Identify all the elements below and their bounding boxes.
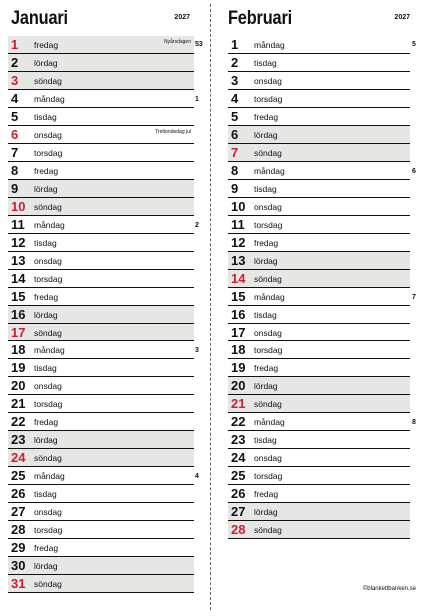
day-number: 3 bbox=[231, 72, 239, 88]
day-row bbox=[8, 234, 194, 252]
day-row bbox=[8, 144, 194, 162]
day-number: 24 bbox=[11, 450, 26, 466]
day-row bbox=[228, 395, 410, 413]
day-list bbox=[228, 36, 410, 539]
weekday-name: söndag bbox=[34, 579, 62, 590]
day-number: 20 bbox=[11, 378, 26, 394]
weekday-name: fredag bbox=[254, 363, 279, 374]
week-number: 3 bbox=[195, 347, 199, 355]
day-row bbox=[228, 180, 410, 198]
weekday-name: fredag bbox=[34, 543, 59, 554]
day-row bbox=[8, 288, 194, 306]
weekday-name: onsdag bbox=[254, 75, 282, 86]
day-row bbox=[8, 72, 194, 90]
day-row bbox=[8, 252, 194, 270]
weekday-name: onsdag bbox=[34, 129, 62, 140]
weekday-name: torsdag bbox=[34, 147, 63, 158]
day-number: 22 bbox=[231, 414, 246, 430]
weekday-name: tisdag bbox=[254, 435, 277, 446]
weekday-name: fredag bbox=[254, 489, 279, 500]
day-number: 28 bbox=[11, 522, 26, 538]
weekday-name: onsdag bbox=[34, 381, 62, 392]
day-number: 19 bbox=[11, 360, 26, 376]
weekday-name: måndag bbox=[34, 93, 65, 104]
weekday-name: lördag bbox=[34, 183, 58, 194]
day-row bbox=[228, 126, 410, 144]
day-row bbox=[8, 557, 194, 575]
day-row bbox=[8, 36, 194, 54]
day-number: 13 bbox=[231, 252, 246, 268]
day-row bbox=[228, 162, 410, 180]
day-row bbox=[228, 252, 410, 270]
day-number: 16 bbox=[11, 306, 26, 322]
day-row bbox=[8, 126, 194, 144]
day-row bbox=[8, 413, 194, 431]
weekday-name: söndag bbox=[254, 273, 282, 284]
weekday-name: lördag bbox=[254, 129, 278, 140]
day-row bbox=[8, 449, 194, 467]
day-number: 23 bbox=[231, 432, 246, 448]
weekday-name: torsdag bbox=[34, 525, 63, 536]
weekday-name: måndag bbox=[34, 345, 65, 356]
day-number: 7 bbox=[231, 144, 239, 160]
weekday-name: söndag bbox=[34, 201, 62, 212]
day-row bbox=[228, 36, 410, 54]
day-row bbox=[8, 324, 194, 342]
weekday-name: fredag bbox=[34, 417, 59, 428]
day-number: 1 bbox=[231, 37, 239, 52]
month-year: 2027 bbox=[394, 14, 410, 21]
day-row bbox=[228, 503, 410, 521]
weekday-name: söndag bbox=[34, 453, 62, 464]
weekday-name: fredag bbox=[34, 40, 59, 50]
weekday-name: söndag bbox=[254, 147, 282, 158]
day-number: 27 bbox=[231, 504, 246, 520]
day-row bbox=[8, 575, 194, 593]
day-row bbox=[228, 288, 410, 306]
day-number: 11 bbox=[11, 216, 25, 232]
weekday-name: tisdag bbox=[34, 237, 57, 248]
holiday-label: Nyårsdagen bbox=[164, 39, 191, 45]
day-row bbox=[228, 72, 410, 90]
weekday-name: onsdag bbox=[34, 507, 62, 518]
day-number: 4 bbox=[11, 90, 19, 106]
footer-credit: ©blankettbanken.se bbox=[362, 586, 416, 592]
day-row bbox=[228, 521, 410, 539]
weekday-name: torsdag bbox=[254, 93, 283, 104]
day-number: 29 bbox=[11, 540, 26, 556]
day-row bbox=[8, 90, 194, 108]
week-number: 2 bbox=[195, 221, 199, 229]
weekday-name: onsdag bbox=[34, 255, 62, 266]
day-row bbox=[8, 180, 194, 198]
day-number: 11 bbox=[231, 216, 245, 232]
day-row bbox=[8, 54, 194, 72]
weekday-name: torsdag bbox=[254, 471, 283, 482]
day-number: 17 bbox=[11, 324, 26, 340]
weekday-name: lördag bbox=[34, 561, 58, 572]
day-row bbox=[228, 449, 410, 467]
weekday-name: fredag bbox=[254, 111, 279, 122]
day-number: 28 bbox=[231, 522, 246, 538]
day-number: 1 bbox=[11, 37, 19, 52]
day-number: 26 bbox=[231, 486, 246, 502]
month-title: Januari bbox=[11, 8, 68, 29]
weekday-name: lördag bbox=[34, 309, 58, 320]
weekday-name: tisdag bbox=[34, 489, 57, 500]
day-row bbox=[228, 198, 410, 216]
day-number: 26 bbox=[11, 486, 26, 502]
day-number: 15 bbox=[11, 288, 26, 304]
day-number: 10 bbox=[231, 198, 246, 214]
day-row bbox=[228, 359, 410, 377]
day-number: 16 bbox=[231, 306, 246, 322]
day-number: 31 bbox=[11, 576, 26, 592]
day-row bbox=[8, 539, 194, 557]
day-row bbox=[228, 108, 410, 126]
day-number: 5 bbox=[11, 108, 19, 124]
week-number: 8 bbox=[412, 419, 416, 427]
day-row bbox=[228, 216, 410, 234]
weekday-name: måndag bbox=[254, 40, 285, 50]
day-row bbox=[228, 324, 410, 342]
day-row bbox=[228, 341, 410, 359]
week-number: 6 bbox=[412, 167, 416, 175]
day-row bbox=[228, 413, 410, 431]
day-number: 6 bbox=[231, 126, 239, 142]
day-number: 21 bbox=[231, 396, 246, 412]
weekday-name: måndag bbox=[34, 219, 65, 230]
day-number: 18 bbox=[231, 342, 246, 358]
day-number: 3 bbox=[11, 72, 19, 88]
day-row bbox=[8, 306, 194, 324]
day-number: 5 bbox=[231, 108, 239, 124]
day-row bbox=[228, 431, 410, 449]
weekday-name: torsdag bbox=[254, 345, 283, 356]
weekday-name: måndag bbox=[254, 291, 285, 302]
week-number: 7 bbox=[412, 293, 416, 301]
day-number: 27 bbox=[11, 504, 26, 520]
day-row bbox=[228, 54, 410, 72]
day-number: 25 bbox=[231, 468, 246, 484]
weekday-name: söndag bbox=[34, 75, 62, 86]
day-number: 17 bbox=[231, 324, 246, 340]
day-number: 30 bbox=[11, 558, 26, 574]
day-row bbox=[8, 270, 194, 288]
weekday-name: lördag bbox=[254, 255, 278, 266]
day-number: 20 bbox=[231, 378, 246, 394]
day-row bbox=[8, 162, 194, 180]
weekday-name: tisdag bbox=[34, 363, 57, 374]
day-row bbox=[8, 521, 194, 539]
day-list bbox=[8, 36, 194, 593]
weekday-name: torsdag bbox=[34, 273, 63, 284]
month-january bbox=[8, 0, 203, 616]
day-number: 8 bbox=[231, 162, 239, 178]
weekday-name: tisdag bbox=[34, 111, 57, 122]
day-number: 7 bbox=[11, 144, 19, 160]
day-number: 6 bbox=[11, 126, 19, 142]
day-row bbox=[228, 234, 410, 252]
week-number: 53 bbox=[195, 41, 203, 48]
cut-line bbox=[210, 4, 211, 610]
weekday-name: lördag bbox=[34, 57, 58, 68]
day-number: 25 bbox=[11, 468, 26, 484]
day-number: 14 bbox=[11, 270, 26, 286]
day-row bbox=[228, 144, 410, 162]
day-row bbox=[8, 359, 194, 377]
weekday-name: torsdag bbox=[34, 399, 63, 410]
day-row bbox=[228, 90, 410, 108]
day-row bbox=[228, 467, 410, 485]
weekday-name: fredag bbox=[34, 165, 59, 176]
day-number: 21 bbox=[11, 396, 26, 412]
weekday-name: tisdag bbox=[254, 309, 277, 320]
day-number: 12 bbox=[11, 234, 26, 250]
weekday-name: söndag bbox=[254, 399, 282, 410]
weekday-name: söndag bbox=[254, 525, 282, 536]
month-february bbox=[228, 0, 416, 616]
day-number: 9 bbox=[11, 180, 19, 196]
day-number: 23 bbox=[11, 432, 26, 448]
day-number: 4 bbox=[231, 90, 239, 106]
day-number: 2 bbox=[11, 54, 19, 70]
day-number: 18 bbox=[11, 342, 26, 358]
weekday-name: måndag bbox=[34, 471, 65, 482]
weekday-name: lördag bbox=[254, 507, 278, 518]
day-row bbox=[228, 306, 410, 324]
day-row bbox=[228, 377, 410, 395]
weekday-name: tisdag bbox=[254, 183, 277, 194]
day-row bbox=[8, 198, 194, 216]
day-number: 8 bbox=[11, 162, 19, 178]
week-number: 4 bbox=[195, 473, 199, 481]
weekday-name: lördag bbox=[254, 381, 278, 392]
day-number: 12 bbox=[231, 234, 246, 250]
weekday-name: lördag bbox=[34, 435, 58, 446]
day-number: 10 bbox=[11, 198, 26, 214]
day-row bbox=[8, 377, 194, 395]
day-row bbox=[228, 485, 410, 503]
day-row bbox=[228, 270, 410, 288]
day-row bbox=[8, 503, 194, 521]
day-row bbox=[8, 431, 194, 449]
day-row bbox=[8, 395, 194, 413]
month-year: 2027 bbox=[174, 14, 190, 21]
day-row bbox=[8, 216, 194, 234]
day-number: 19 bbox=[231, 360, 246, 376]
day-number: 14 bbox=[231, 270, 246, 286]
day-row bbox=[8, 108, 194, 126]
weekday-name: måndag bbox=[254, 165, 285, 176]
weekday-name: torsdag bbox=[254, 219, 283, 230]
weekday-name: onsdag bbox=[254, 327, 282, 338]
weekday-name: måndag bbox=[254, 417, 285, 428]
month-title: Februari bbox=[228, 8, 293, 29]
day-row bbox=[8, 485, 194, 503]
weekday-name: fredag bbox=[34, 291, 59, 302]
day-row bbox=[8, 341, 194, 359]
day-number: 15 bbox=[231, 288, 246, 304]
day-number: 2 bbox=[231, 54, 239, 70]
day-number: 22 bbox=[11, 414, 26, 430]
week-number: 1 bbox=[195, 95, 199, 103]
holiday-label: Trettondedag jul bbox=[155, 128, 191, 135]
day-number: 24 bbox=[231, 450, 246, 466]
weekday-name: fredag bbox=[254, 237, 279, 248]
week-number: 5 bbox=[412, 41, 416, 48]
weekday-name: onsdag bbox=[254, 453, 282, 464]
weekday-name: onsdag bbox=[254, 201, 282, 212]
day-number: 9 bbox=[231, 180, 239, 196]
weekday-name: söndag bbox=[34, 327, 62, 338]
day-number: 13 bbox=[11, 252, 26, 268]
weekday-name: tisdag bbox=[254, 57, 277, 68]
day-row bbox=[8, 467, 194, 485]
